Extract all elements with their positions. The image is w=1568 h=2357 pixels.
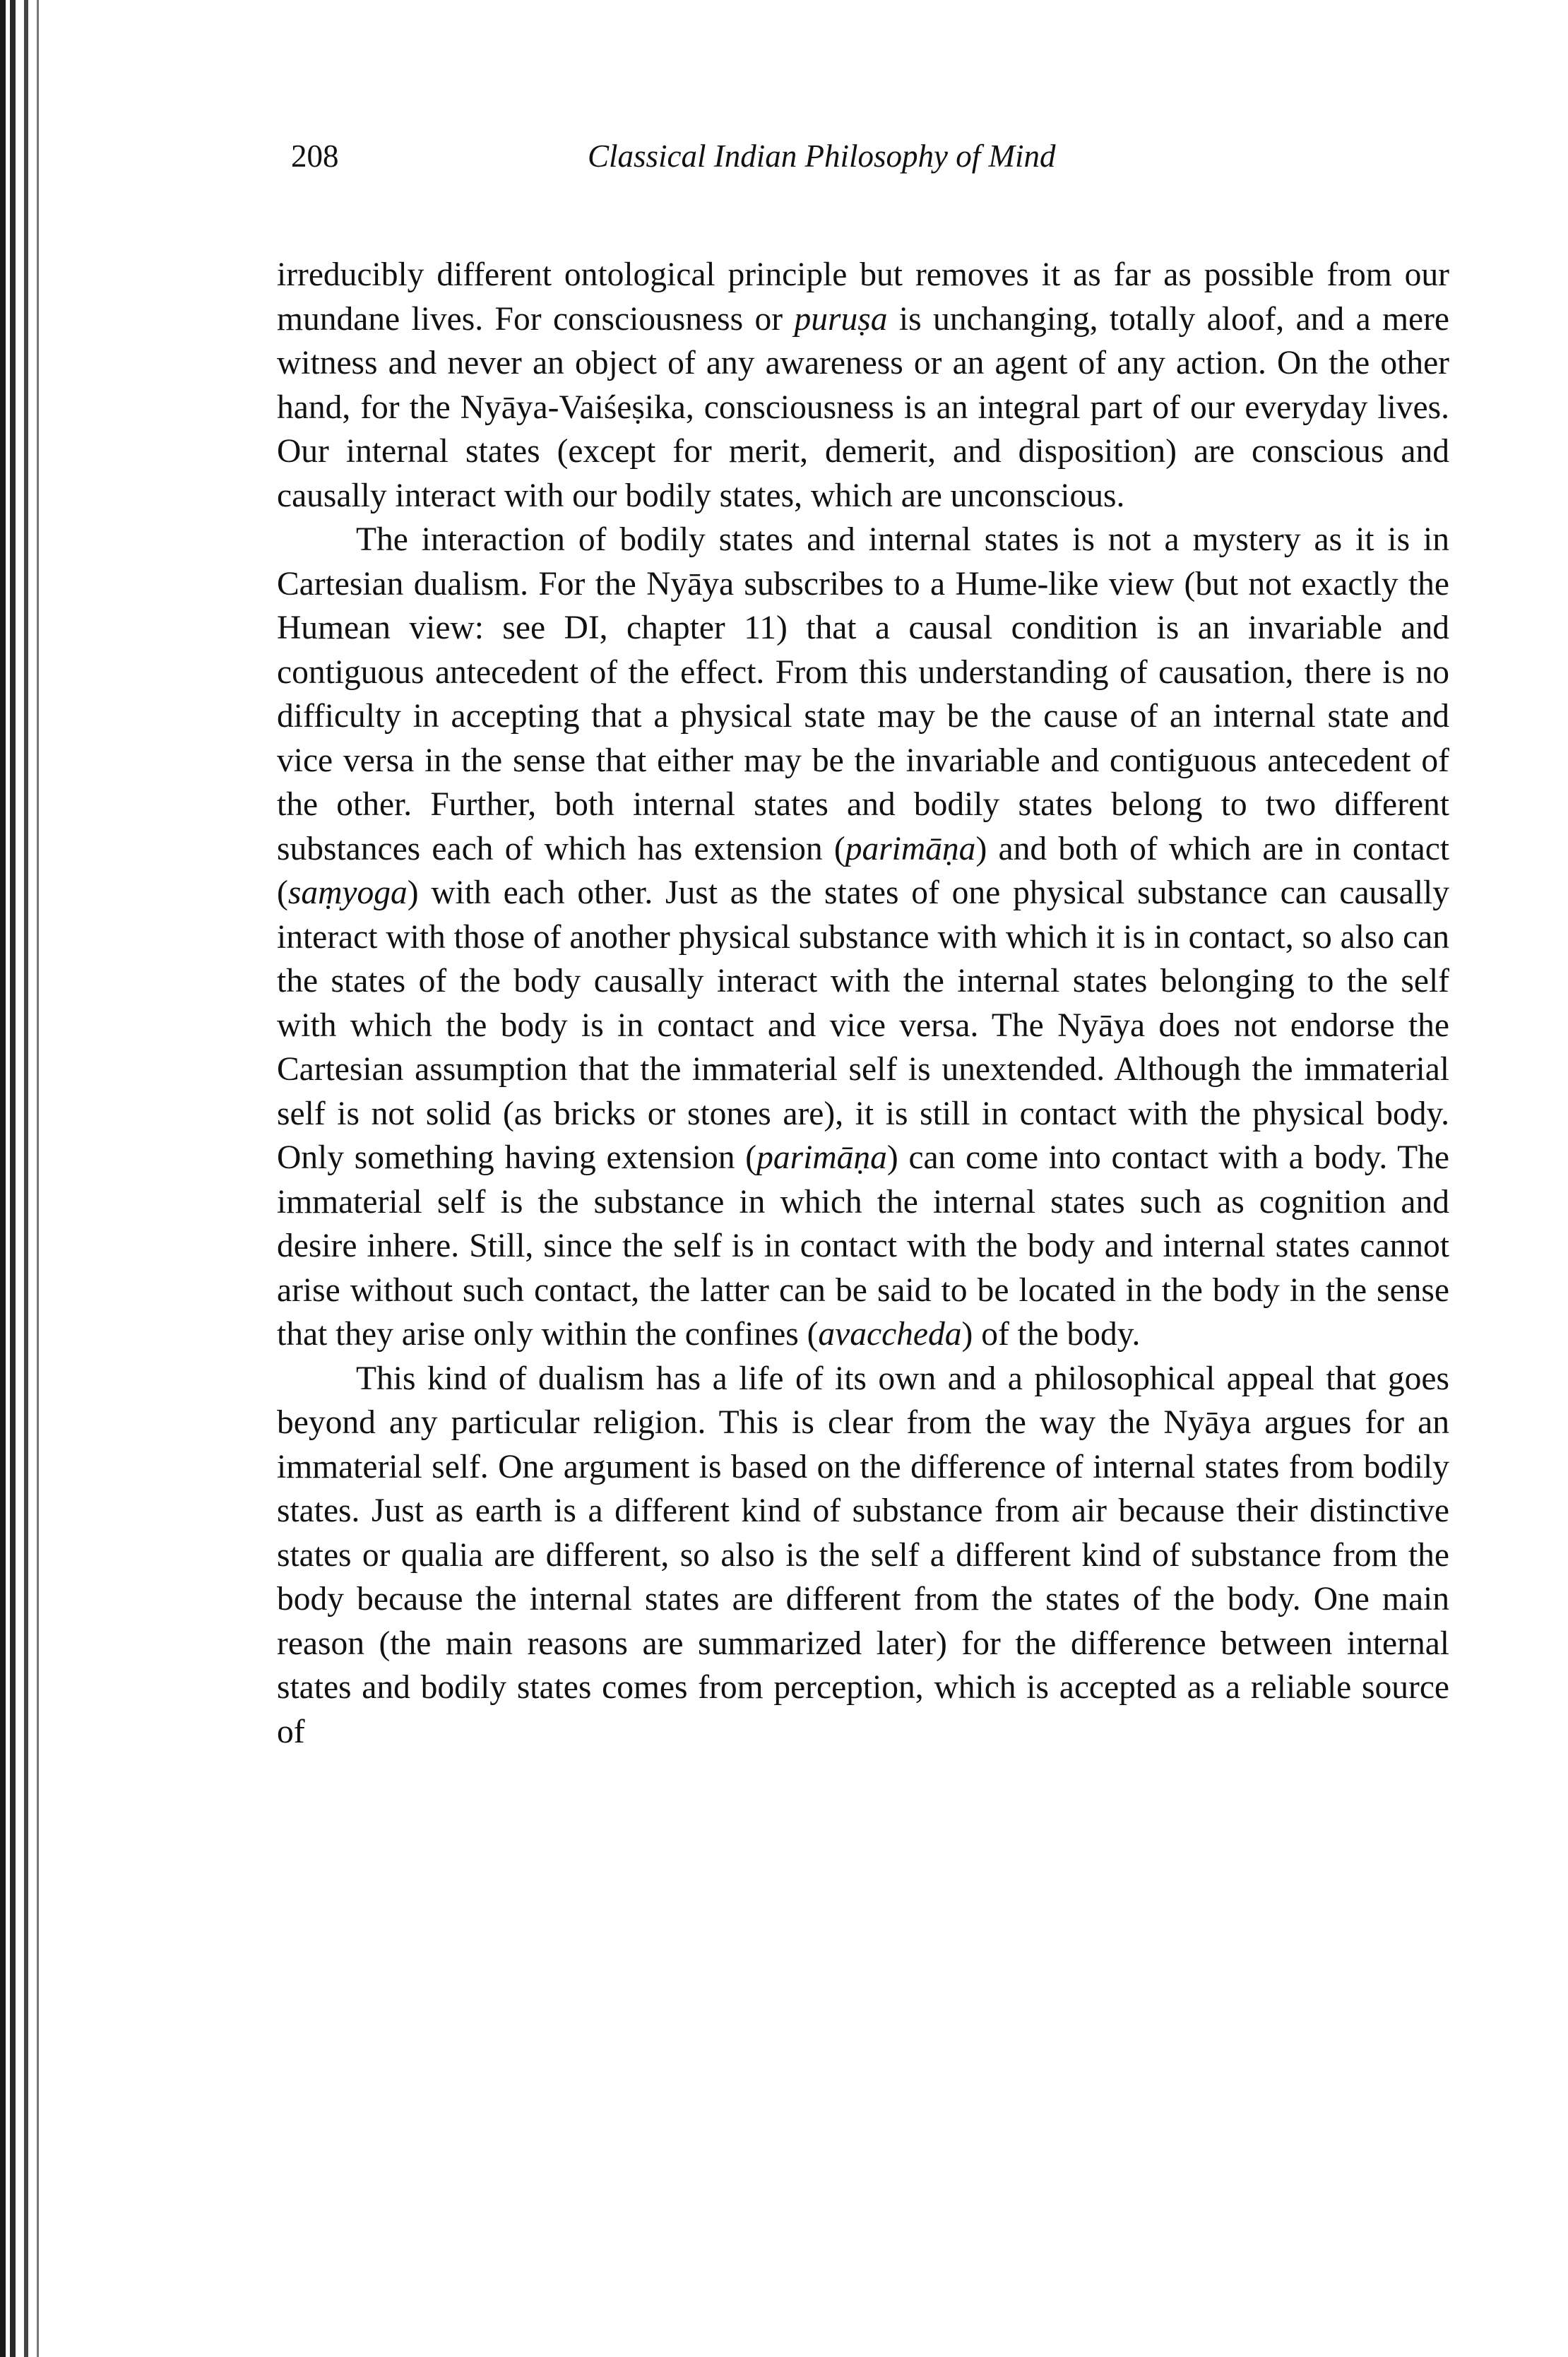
paragraph-1 bbox=[277, 253, 1449, 518]
text-run: ) of the body. bbox=[961, 1316, 1141, 1353]
text-run: ) with each other. Just as the states of one physical substance can causally interact with those of another physical substance with which it is in contact, so also can the states of the body causally interact with the internal states belonging to the self with which the body is in contact and vice versa. The Nyāya does not endorse the Cartesian assumption that the immaterial self is unextended. Although the immaterial self is not solid (as bricks or stones are), it is still in contact with the physical body. Only something having extension ( bbox=[277, 874, 1449, 1176]
italic-term: avaccheda bbox=[818, 1316, 962, 1353]
text-run: irreducibly different ontological principle but removes it as far as possible from our mundane lives. For consciousness or bbox=[277, 256, 1449, 338]
paragraph-2 bbox=[277, 518, 1449, 1357]
italic-term: parimāṇa bbox=[845, 830, 976, 867]
running-title: Classical Indian Philosophy of Mind bbox=[588, 138, 1056, 174]
italic-term: puruṣa bbox=[794, 300, 888, 338]
italic-term: saṃyoga bbox=[287, 874, 408, 911]
text-run: The interaction of bodily states and internal states is not a mystery as it is in Cartesian dualism. For the Nyāya subscribes to a Hume-like view (but not exactly the Humean view: see DI, chapter 11) that a causal condition is an invariable and contiguous antecedent of the effect. From this understanding of causation, there is no difficulty in accepting that a physical state may be the cause of an internal state and vice versa in the sense that either may be the invariable and contiguous antecedent of the other. Further, both internal states and bodily states belong to two different substances each of which has extension ( bbox=[277, 521, 1449, 867]
page-header bbox=[291, 138, 1456, 187]
text-run: This kind of dualism has a life of its own and a philosophical appeal that goes beyond any particular religion. This is clear from the way the Nyāya argues for an immaterial self. One argument is based on the difference of internal states from bodily states. Just as earth is a different kind of substance from air because their distinctive states or qualia are different, so also is the self a different kind of substance from the body because the internal states are different from the states of the body. One main reason (the main reasons are summarized later) for the difference between internal states and bodily states comes from perception, which is accepted as a reliable source of bbox=[277, 1360, 1449, 1750]
paragraph-3 bbox=[277, 1357, 1449, 1755]
text-run: is unchanging, totally aloof, and a mere witness and never an object of any awareness or an agent of any action. On the other hand, for the Nyāya-Vaiśeṣika, consciousness is an integral part of our everyday lives. Our internal states (except for merit, demerit, and disposition) are conscious and causally interact with our bodily states, which are unconscious. bbox=[277, 300, 1450, 514]
text-run: ) can come into contact with a body. The immaterial self is the substance in which the internal states such as cognition and desire inhere. Still, since the self is in contact with the body and internal states cannot arise without such contact, the latter can be said to be located in the body in the sense that they arise only within the confines ( bbox=[277, 1139, 1449, 1353]
page-number: 208 bbox=[291, 138, 339, 174]
text-run: ) and both of which are in contact ( bbox=[277, 830, 1449, 911]
italic-term: parimāṇa bbox=[756, 1139, 887, 1176]
body-text bbox=[277, 253, 1449, 1754]
scan-binding-edge bbox=[0, 0, 51, 2357]
